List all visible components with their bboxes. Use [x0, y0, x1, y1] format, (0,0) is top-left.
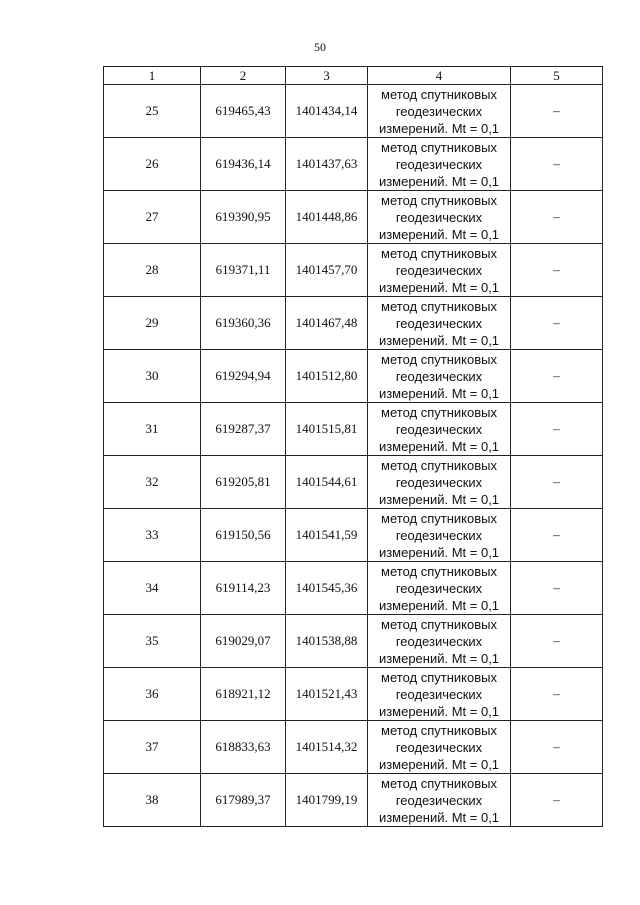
y-coordinate-cell: 1401512,80 [286, 350, 368, 403]
method-cell [368, 403, 511, 456]
point-number-cell: 25 [104, 85, 201, 138]
method-line: метод спутниковых [381, 669, 497, 685]
coordinates-table [103, 66, 603, 827]
method-line: измерений. Mt = 0,1 [378, 279, 500, 295]
point-number-cell: 34 [104, 562, 201, 615]
method-cell [368, 85, 511, 138]
point-number-cell: 26 [104, 138, 201, 191]
note-cell: – [511, 721, 603, 774]
method-line: геодезических [395, 739, 483, 755]
method-line: измерений. Mt = 0,1 [378, 332, 500, 348]
method-line: геодезических [395, 156, 483, 172]
method-cell [368, 668, 511, 721]
method-line: геодезических [395, 262, 483, 278]
point-number-cell: 37 [104, 721, 201, 774]
table-row [104, 456, 603, 509]
method-line: измерений. Mt = 0,1 [378, 173, 500, 189]
y-coordinate-cell: 1401521,43 [286, 668, 368, 721]
point-number-cell: 30 [104, 350, 201, 403]
point-number-cell: 33 [104, 509, 201, 562]
point-number-cell: 38 [104, 774, 201, 827]
column-header: 4 [368, 67, 511, 85]
point-number-cell: 28 [104, 244, 201, 297]
point-number-cell: 35 [104, 615, 201, 668]
y-coordinate-cell: 1401538,88 [286, 615, 368, 668]
method-cell [368, 138, 511, 191]
note-cell: – [511, 615, 603, 668]
table-row [104, 138, 603, 191]
method-line: метод спутниковых [381, 722, 497, 738]
table-row [104, 615, 603, 668]
note-cell: – [511, 85, 603, 138]
method-line: измерений. Mt = 0,1 [378, 544, 500, 560]
method-line: метод спутниковых [381, 616, 497, 632]
note-cell: – [511, 138, 603, 191]
method-line: измерений. Mt = 0,1 [378, 809, 500, 825]
method-line: измерений. Mt = 0,1 [378, 597, 500, 613]
method-line: метод спутниковых [381, 351, 497, 367]
method-cell [368, 297, 511, 350]
note-cell: – [511, 297, 603, 350]
table-row [104, 509, 603, 562]
table-row [104, 297, 603, 350]
method-line: измерений. Mt = 0,1 [378, 226, 500, 242]
x-coordinate-cell: 617989,37 [201, 774, 286, 827]
y-coordinate-cell: 1401544,61 [286, 456, 368, 509]
x-coordinate-cell: 618921,12 [201, 668, 286, 721]
x-coordinate-cell: 619436,14 [201, 138, 286, 191]
method-line: геодезических [395, 103, 483, 119]
y-coordinate-cell: 1401799,19 [286, 774, 368, 827]
method-line: измерений. Mt = 0,1 [378, 650, 500, 666]
x-coordinate-cell: 619360,36 [201, 297, 286, 350]
note-cell: – [511, 774, 603, 827]
column-header: 2 [201, 67, 286, 85]
method-line: метод спутниковых [381, 139, 497, 155]
point-number-cell: 31 [104, 403, 201, 456]
y-coordinate-cell: 1401515,81 [286, 403, 368, 456]
method-line: измерений. Mt = 0,1 [378, 756, 500, 772]
note-cell: – [511, 191, 603, 244]
method-line: метод спутниковых [381, 775, 497, 791]
method-line: геодезических [395, 633, 483, 649]
method-cell [368, 244, 511, 297]
table-row [104, 350, 603, 403]
method-line: метод спутниковых [381, 245, 497, 261]
note-cell: – [511, 403, 603, 456]
point-number-cell: 27 [104, 191, 201, 244]
method-line: измерений. Mt = 0,1 [378, 703, 500, 719]
table-row [104, 668, 603, 721]
column-header: 5 [511, 67, 603, 85]
y-coordinate-cell: 1401514,32 [286, 721, 368, 774]
method-line: геодезических [395, 792, 483, 808]
x-coordinate-cell: 619150,56 [201, 509, 286, 562]
note-cell: – [511, 509, 603, 562]
method-line: геодезических [395, 580, 483, 596]
method-line: метод спутниковых [381, 298, 497, 314]
method-line: измерений. Mt = 0,1 [378, 491, 500, 507]
method-cell [368, 456, 511, 509]
x-coordinate-cell: 619390,95 [201, 191, 286, 244]
note-cell: – [511, 562, 603, 615]
method-cell [368, 509, 511, 562]
table-row [104, 774, 603, 827]
method-line: геодезических [395, 474, 483, 490]
method-line: геодезических [395, 686, 483, 702]
table-row [104, 721, 603, 774]
column-header: 3 [286, 67, 368, 85]
y-coordinate-cell: 1401434,14 [286, 85, 368, 138]
method-line: метод спутниковых [381, 457, 497, 473]
y-coordinate-cell: 1401541,59 [286, 509, 368, 562]
table-row [104, 244, 603, 297]
method-line: измерений. Mt = 0,1 [378, 438, 500, 454]
method-line: геодезических [395, 209, 483, 225]
y-coordinate-cell: 1401437,63 [286, 138, 368, 191]
x-coordinate-cell: 619371,11 [201, 244, 286, 297]
method-cell [368, 721, 511, 774]
x-coordinate-cell: 619205,81 [201, 456, 286, 509]
method-line: метод спутниковых [381, 86, 497, 102]
method-cell [368, 562, 511, 615]
page-number: 50 [314, 40, 326, 54]
y-coordinate-cell: 1401545,36 [286, 562, 368, 615]
method-cell [368, 191, 511, 244]
x-coordinate-cell: 619114,23 [201, 562, 286, 615]
method-line: метод спутниковых [381, 563, 497, 579]
y-coordinate-cell: 1401457,70 [286, 244, 368, 297]
method-line: геодезических [395, 368, 483, 384]
method-line: геодезических [395, 527, 483, 543]
point-number-cell: 29 [104, 297, 201, 350]
point-number-cell: 32 [104, 456, 201, 509]
y-coordinate-cell: 1401448,86 [286, 191, 368, 244]
note-cell: – [511, 668, 603, 721]
x-coordinate-cell: 619294,94 [201, 350, 286, 403]
note-cell: – [511, 350, 603, 403]
y-coordinate-cell: 1401467,48 [286, 297, 368, 350]
note-cell: – [511, 244, 603, 297]
method-line: геодезических [395, 421, 483, 437]
method-line: метод спутниковых [381, 404, 497, 420]
method-cell [368, 774, 511, 827]
method-line: геодезических [395, 315, 483, 331]
point-number-cell: 36 [104, 668, 201, 721]
method-line: измерений. Mt = 0,1 [378, 385, 500, 401]
x-coordinate-cell: 618833,63 [201, 721, 286, 774]
table-body [104, 85, 603, 827]
table-row [104, 85, 603, 138]
x-coordinate-cell: 619287,37 [201, 403, 286, 456]
note-cell: – [511, 456, 603, 509]
column-header: 1 [104, 67, 201, 85]
table-row [104, 562, 603, 615]
x-coordinate-cell: 619029,07 [201, 615, 286, 668]
table-row [104, 403, 603, 456]
method-cell [368, 615, 511, 668]
table-header-row [104, 67, 603, 85]
method-line: метод спутниковых [381, 510, 497, 526]
method-line: измерений. Mt = 0,1 [378, 120, 500, 136]
method-cell [368, 350, 511, 403]
x-coordinate-cell: 619465,43 [201, 85, 286, 138]
method-line: метод спутниковых [381, 192, 497, 208]
table-row [104, 191, 603, 244]
